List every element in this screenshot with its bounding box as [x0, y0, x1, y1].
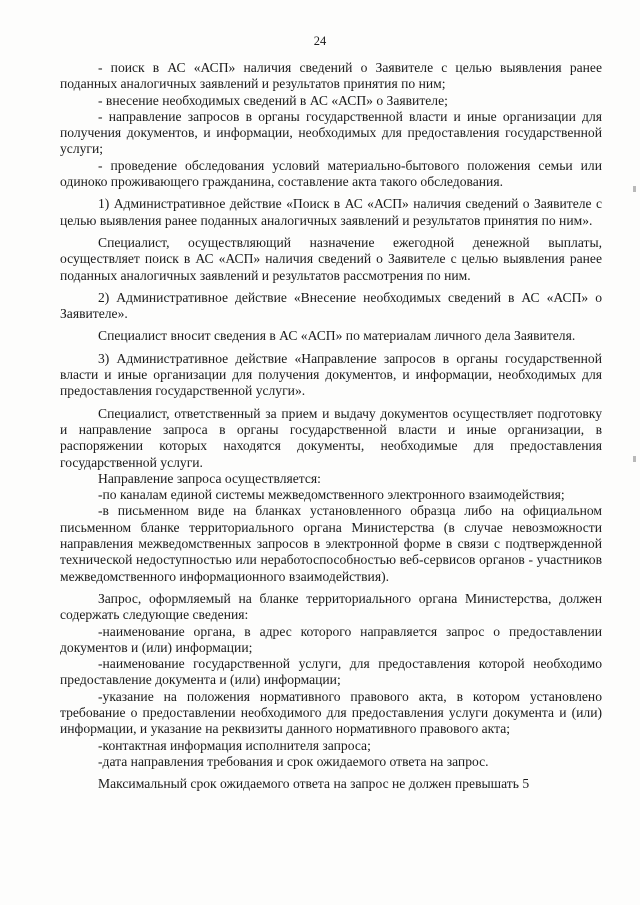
paragraph: -дата направления требования и срок ожидаемого ответа на запрос.	[98, 753, 489, 769]
paragraph: Специалист, осуществляющий назначение ежегодной денежной выплаты, осуществляет поиск в АС «АСП» наличия сведений о Заявителе с целью выявления ранее поданных аналогичных заявлений и результатов рассмотрения по ним.	[60, 234, 602, 283]
paragraph: - проведение обследования условий материально-бытового положения семьи или одиноко проживающего гражданина, составление акта такого обследования.	[60, 157, 602, 190]
paragraph: - направление запросов в органы государственной власти и иные организации для получения документов, и информации, необходимых для предоставления государственной услуги;	[60, 108, 602, 157]
paragraph: -контактная информация исполнителя запроса;	[98, 737, 371, 753]
paragraph: - внесение необходимых сведений в АС «АСП» о Заявителе;	[98, 92, 448, 108]
paragraph: Специалист, ответственный за прием и выдачу документов осуществляет подготовку и направление запроса в органы государственной власти и иные организации, в распоряжении которых находятся документы, необходимые для предоставления государственной услуги.	[60, 405, 602, 470]
paragraph: 3) Административное действие «Направление запросов в органы государственной власти и иные организации для получения документов, и информации, необходимых для предоставления государственной услуги».	[60, 350, 602, 399]
paragraph: -по каналам единой системы межведомственного электронного взаимодействия;	[98, 487, 565, 503]
paragraph: -наименование государственной услуги, для предоставления которой необходимо предоставление документа и (или) информации;	[60, 656, 602, 688]
paragraph: -наименование органа, в адрес которого направляется запрос о предоставлении документов и (или) информации;	[60, 623, 602, 655]
page-number: 24	[313, 34, 327, 48]
scan-artifact	[633, 456, 636, 462]
paragraph: - поиск в АС «АСП» наличия сведений о Заявителе с целью выявления ранее поданных аналогичных заявлений и результатов принятия по ним;	[60, 60, 602, 92]
document-body	[60, 60, 602, 792]
paragraph: -указание на положения нормативного правового акта, в котором установлено требование о предоставлении необходимого для предоставления услуги документа и (или) информации, и указание на реквизиты данного нормативного правового акта;	[60, 688, 602, 737]
paragraph: Максимальный срок ожидаемого ответа на запрос не должен превышать 5	[98, 776, 530, 792]
paragraph: Специалист вносит сведения в АС «АСП» по материалам личного дела Заявителя.	[98, 328, 576, 344]
paragraph: 2) Административное действие «Внесение необходимых сведений в АС «АСП» о Заявителе».	[60, 289, 602, 322]
paragraph: Запрос, оформляемый на бланке территориального органа Министерства, должен содержать следующие сведения:	[60, 590, 602, 623]
paragraph: 1) Административное действие «Поиск в АС «АСП» наличия сведений о Заявителе с целью выявления ранее поданных аналогичных заявлений и результатов принятия по ним».	[60, 196, 602, 228]
scan-artifact	[633, 186, 636, 192]
paragraph: Направление запроса осуществляется:	[98, 470, 321, 486]
paragraph: -в письменном виде на бланках установленного образца либо на официальном письменном бланке территориального органа Министерства (в случае невозможности направления межведомственных запросов в электронной форме в связи с подтвержденной технической недоступностью или неработоспособностью веб-сервисов органов - участников межведомственного информационного взаимодействия).	[60, 503, 602, 584]
